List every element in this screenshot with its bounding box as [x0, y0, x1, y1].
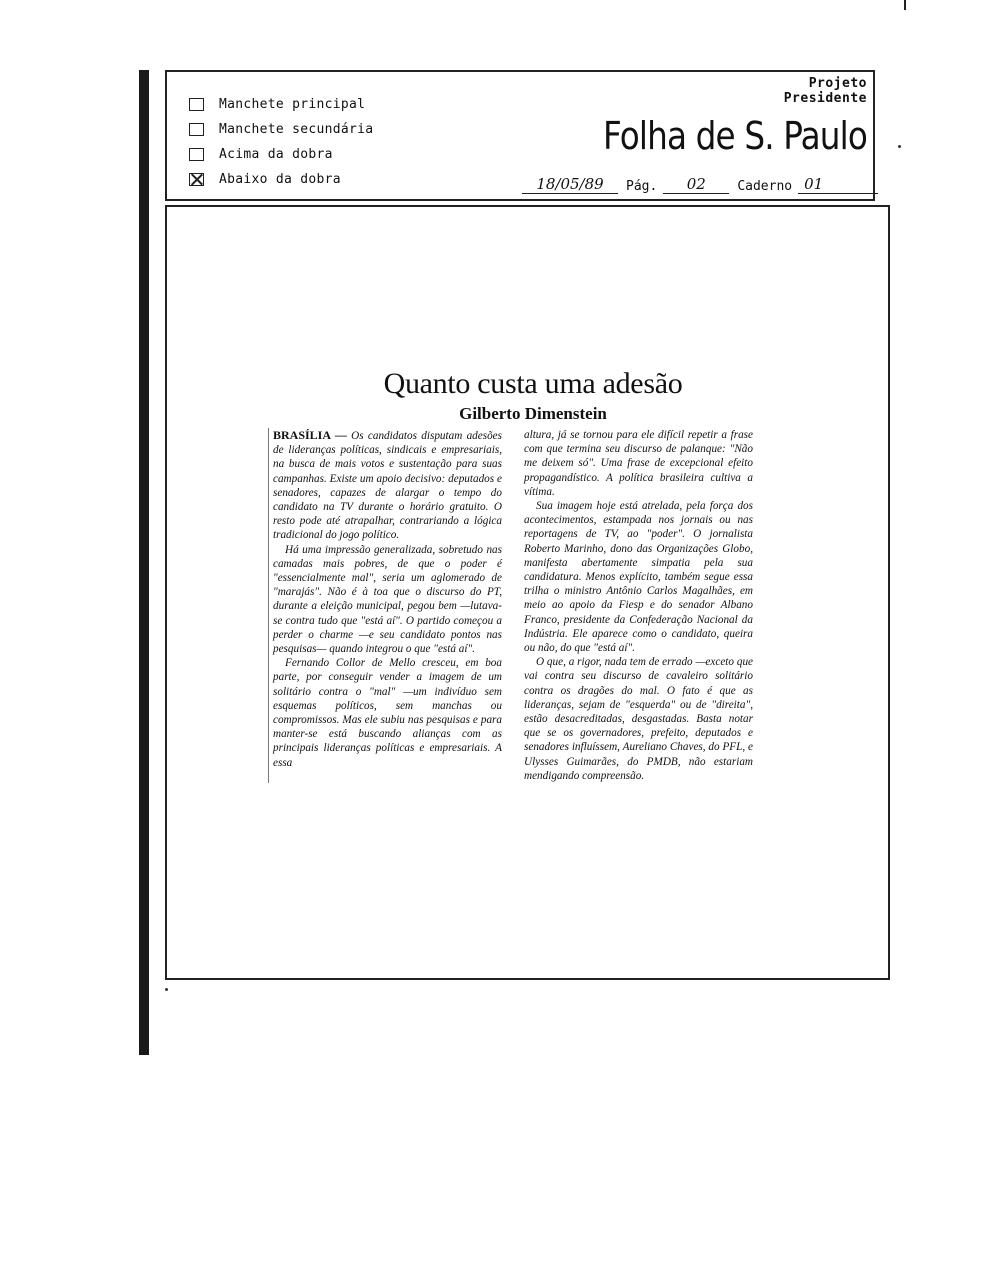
- checkbox-abaixo-da-dobra[interactable]: [189, 173, 204, 186]
- article-column-1: [273, 428, 502, 783]
- section-field: 01: [798, 175, 878, 194]
- article-paragraph: Fernando Collor de Mello cresceu, em boa parte, por conseguir vender a imagem de um solitário contra o "mal" —um indivíduo sem esquemas políticos, sem manchas ou compromissos. Mas ele subiu nas pesquisas e para manter-se está buscando alianças com as principais lideranças políticas e empresariais. A essa: [273, 657, 502, 769]
- checklist-item[interactable]: [189, 142, 373, 167]
- article: [268, 365, 753, 783]
- checklist-item[interactable]: [189, 92, 373, 117]
- checklist-item[interactable]: [189, 167, 373, 192]
- article-paragraph: Há uma impressão generalizada, sobretudo nas camadas mais pobres, de que o poder é "essencialmente mal", seria um aglomerado de "marajás". Não é à toa que o discurso do PT, durante a eleição municipal, pegou bem —lutava-se contra tudo que "está aí". O partido começou a perder o charme —e seu candidato pontos nas pesquisas— quando integrou o que "está aí".: [273, 543, 502, 656]
- checklist-item[interactable]: [189, 117, 373, 142]
- article-body: [268, 428, 753, 783]
- paragraph-text: Os candidatos disputam adesões de lideranças políticas, sindicais e empresariais, na busca de mais votos e sustentação para suas campanhas. Existe um apoio decisivo: deputados e senadores, capazes de alargar o tempo do candidato na TV durante o horário gratuito. O resto pode até atrapalhar, contrariando a lógica tradicional do jogo político.: [273, 430, 503, 542]
- article-paragraph: [273, 428, 502, 543]
- article-paragraph: altura, já se tornou para ele difícil repetir a frase com que termina seu discurso de palanque: "Não me deixem só". Uma frase de excepcional efeito propagandístico. A política brasileira cultiva a vítima.: [524, 429, 753, 498]
- scan-speck: [898, 145, 901, 148]
- article-column-2: [524, 428, 753, 783]
- checkbox-manchete-secundaria[interactable]: [189, 123, 204, 136]
- page-label: Pág.: [626, 179, 658, 194]
- scan-mark: [904, 0, 906, 10]
- scan-edge-bar: [139, 70, 149, 1055]
- checkbox-acima-da-dobra[interactable]: [189, 148, 204, 161]
- scan-speck: [165, 988, 168, 991]
- project-label: [784, 76, 867, 106]
- project-line: Presidente: [783, 91, 867, 106]
- article-paragraph: Sua imagem hoje está atrelada, pela força dos acontecimentos, estampada nos jornais ou nas reportagens de TV, ao "poder". O jornalista Roberto Marinho, dono das Organizações Globo, manifesta abertamente simpatia pela sua candidatura. Menos explícito, também segue essa trilha o ministro Antônio Carlos Magalhães, em meio ao apoio da Fiesp e do senador Albano Franco, presidente da Confederação Nacional da Indústria. Ele aparece como o candidato, queira ou não, do que "está aí".: [524, 500, 753, 655]
- article-dateline: BRASÍLIA —: [273, 428, 347, 442]
- checkbox-manchete-principal[interactable]: [189, 98, 204, 111]
- checklist-label: Acima da dobra: [219, 147, 333, 162]
- newspaper-masthead: Folha de S. Paulo: [602, 114, 867, 158]
- page-field: 02: [663, 175, 729, 194]
- article-headline: Quanto custa uma adesão: [383, 367, 683, 400]
- article-paragraph: O que, a rigor, nada tem de errado —exceto que vai contra seu discurso de cavaleiro solitário contra os dragões do mal. O fato é que as lideranças, sejam de "esquerda" ou de "direita", estão desacreditadas, desgastadas. Basta notar que se os governadores, prefeito, deputados e senadores influíssem, Aureliano Chaves, do PFL, e Ulysses Guimarães, do PMDB, não estariam mendigando compreensão.: [524, 656, 753, 782]
- checklist-label: Manchete secundária: [219, 122, 374, 137]
- clipping-header: [165, 70, 875, 201]
- placement-checklist: [189, 92, 373, 192]
- project-line: Projeto: [808, 76, 867, 91]
- checklist-label: Abaixo da dobra: [219, 172, 341, 187]
- section-label: Caderno: [737, 179, 793, 194]
- date-field: 18/05/89: [522, 175, 618, 194]
- checklist-label: Manchete principal: [219, 97, 366, 112]
- clipping-meta: [522, 175, 878, 194]
- article-byline: Gilberto Dimenstein: [459, 404, 607, 423]
